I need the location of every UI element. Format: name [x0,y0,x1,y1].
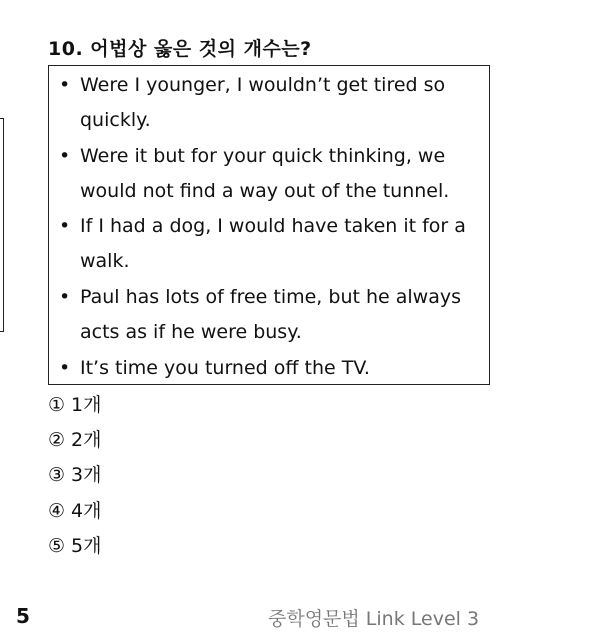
choice-number: ③ [48,464,66,486]
sentence-item [59,280,469,350]
choice-number: ⑤ [48,535,66,557]
page-number: 5 [16,604,30,628]
sentence-text: Paul has lots of free time, but he always acts as if he were busy. [80,286,461,343]
sentence-box [48,65,490,385]
bullet-icon: • [59,215,71,237]
sentence-text: Were I younger, I wouldn’t get tired so quickly. [80,74,446,131]
answer-choice-5[interactable] [48,531,102,561]
sentence-text: It’s time you turned off the TV. [80,357,370,379]
bullet-icon: • [59,145,71,167]
previous-question-box-edge [0,118,4,332]
bullet-icon: • [59,357,71,379]
book-title: 중학영문법 Link Level 3 [268,608,480,630]
sentence-item [59,68,469,138]
answer-choice-1[interactable] [48,390,102,420]
answer-choice-2[interactable] [48,425,102,455]
choice-label: 1개 [71,394,102,416]
sentence-item [59,351,469,386]
sentence-text: If I had a dog, I would have taken it for a walk. [80,215,466,272]
choice-number: ④ [48,500,66,522]
choice-number: ① [48,394,66,416]
bullet-icon: • [59,286,71,308]
choice-label: 5개 [71,535,102,557]
sentence-item [59,139,469,209]
choice-number: ② [48,429,66,451]
choice-label: 3개 [71,464,102,486]
choice-label: 2개 [71,429,102,451]
question-title: 10. 어법상 옳은 것의 개수는? [48,38,312,60]
sentence-text: Were it but for your quick thinking, we would not find a way out of the tunnel. [80,145,450,202]
answer-choice-3[interactable] [48,460,102,490]
choice-label: 4개 [71,500,102,522]
answer-choice-4[interactable] [48,496,102,526]
sentence-item [59,209,469,279]
bullet-icon: • [59,74,71,96]
